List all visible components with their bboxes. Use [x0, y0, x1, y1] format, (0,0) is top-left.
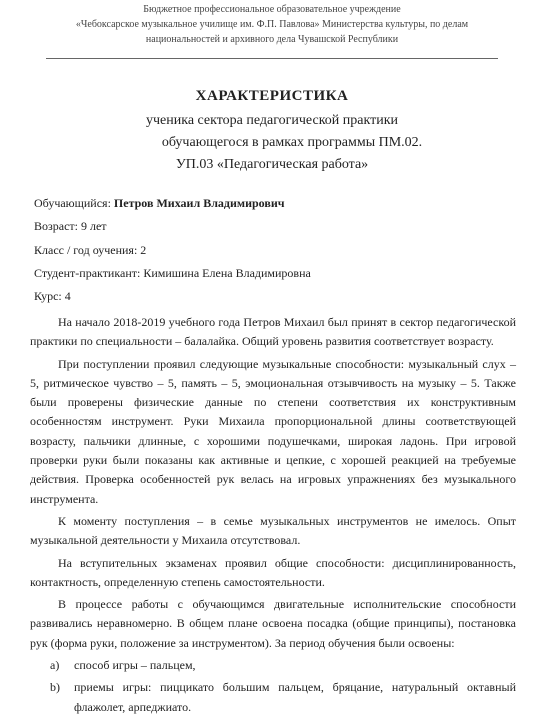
paragraph: В процессе работы с обучающимся двигательные исполнительские способности развивались неравномерно. В общем плане освоена посадка (общие принципы), постановка рук (форма руки, положение за инструментом). За период обучения были освоены: — [30, 597, 516, 650]
student-info — [34, 192, 514, 308]
age-row: Возраст: 9 лет — [34, 219, 107, 234]
paragraph: На начало 2018-2019 учебного года Петров Михаил был принят в сектор педагогической практики по специальности – балалайка. Общий уровень развития соответствует возрасту. — [30, 315, 516, 349]
subtitle-line: ученика сектора педагогической практики — [145, 113, 399, 128]
paragraph: К моменту поступления – в семье музыкальных инструментов не имелось. Опыт музыкальной деятельности у Михаила отсутствовал. — [30, 513, 516, 548]
characteristic-body — [30, 313, 516, 720]
list-text: способ игры – пальцем, — [74, 658, 196, 673]
paragraph: При поступлении проявил следующие музыкальные способности: музыкальный слух – 5, ритмическое чувство – 5, память – 5, эмоциональная отзывчивость на музыку – 5. Также были проверены физические данные по степени соответствия их конструктивным особенностям инструмент. Руки Михаила пропорциональной длины соответствующей возрасту, пальчики длинные, с хорошими подушечками, широкая ладонь. При игровой проверки руки были показаны как активные и цепкие, с хорошей реакцией на требуемые действия. Проверка особенностей рук велась на игровых упражнениях без музыкального инструмента. — [30, 356, 516, 506]
list-text: приемы игры: пиццикато большим пальцем, бряцание, натуральный октавный флажолет, арпеджиато. — [74, 680, 516, 714]
class-row: Класс / год оучения: 2 — [34, 242, 147, 257]
student-label: Обучающийся: — [34, 196, 111, 210]
trainee-row: Студент-практикант: Кимишина Елена Владимировна — [34, 265, 311, 280]
list-marker: b) — [50, 680, 60, 695]
student-name-row — [34, 192, 514, 215]
header-line: национальностей и архивного дела Чувашской Республики — [145, 34, 399, 45]
list-item — [30, 656, 516, 675]
header-line: «Чебоксарское музыкальное училище им. Ф.П. Павлова» Министерства культуры, по делам — [75, 19, 469, 30]
course-row: Курс: 4 — [34, 289, 71, 304]
paragraph: На вступительных экзаменах проявил общие способности: дисциплинированность, контактность, определенную степень самостоятельности. — [30, 555, 516, 589]
student-name: Петров Михаил Владимирович — [113, 196, 285, 210]
document-title: ХАРАКТЕРИСТИКА — [195, 88, 349, 104]
subtitle-line: УП.03 «Педагогическая работа» — [175, 157, 369, 172]
list-item — [30, 678, 516, 717]
list-marker: a) — [50, 658, 60, 673]
institution-header — [0, 0, 544, 47]
header-line: Бюджетное профессиональное образовательное учреждение — [143, 4, 401, 15]
header-divider — [46, 58, 498, 59]
subtitle-line: обучающегося в рамках программы ПМ.02. — [161, 135, 423, 150]
skills-list — [30, 656, 516, 717]
